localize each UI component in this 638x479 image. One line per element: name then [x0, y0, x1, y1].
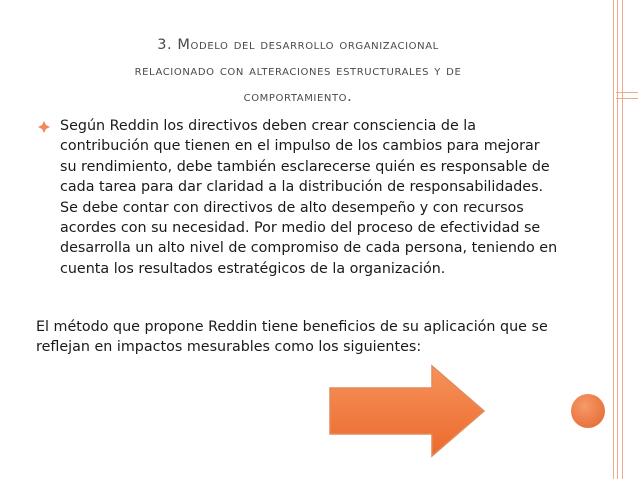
orange-circle-icon — [571, 394, 605, 428]
bullet-item — [38, 116, 558, 279]
decorative-rule — [622, 0, 623, 479]
title-line: 3. Modelo del desarrollo organizacional — [157, 37, 439, 53]
decorative-rule — [616, 98, 638, 99]
diamond-bullet-icon — [38, 121, 50, 136]
slide-title — [28, 32, 568, 110]
decorative-rule — [617, 0, 618, 479]
decorative-rule — [616, 92, 638, 93]
body-paragraph: El método que propone Reddin tiene beneficios de su aplicación que se reflejan en impactos mesurables como los siguientes: — [36, 319, 548, 356]
title-line: comportamiento. — [243, 89, 353, 105]
title-line: relacionado con alteraciones estructurales y de — [134, 63, 462, 79]
right-arrow-icon — [328, 364, 488, 458]
decorative-rule — [613, 0, 614, 479]
bullet-paragraph: Según Reddin los directivos deben crear consciencia de la contribución que tienen en el impulso de los cambios para mejorar su rendimiento, debe también esclarecerse quién es responsable de cada tarea para dar claridad a la distribución de responsabilidades. Se debe contar con directivos de alto desempeño y con recursos acordes con su necesidad. Por medio del proceso de efectividad se desarrolla un alto nivel de compromiso de cada persona, teniendo en cuenta los resultados estratégicos de la organización. — [60, 118, 558, 277]
